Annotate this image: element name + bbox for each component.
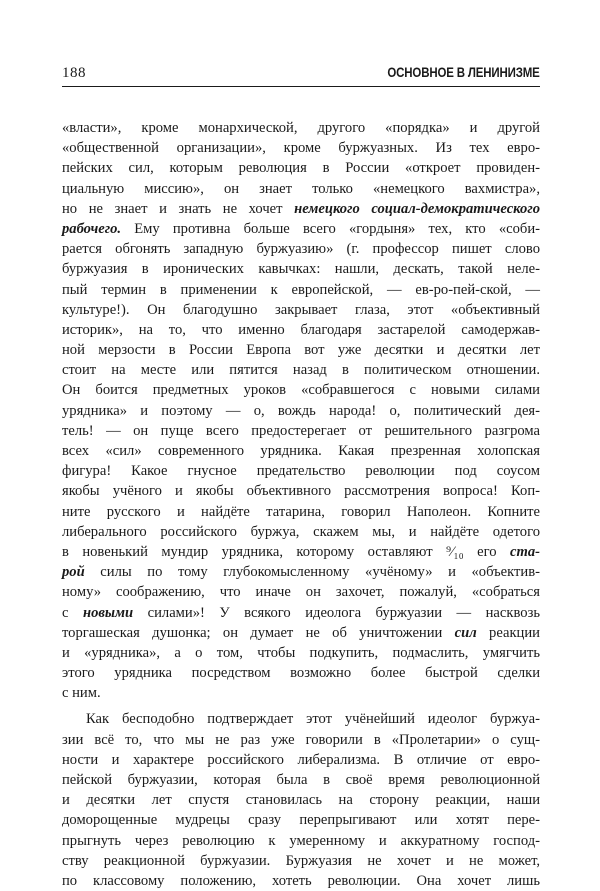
running-title: ОСНОВНОЕ В ЛЕНИНИЗМЕ (387, 64, 540, 80)
text-line (62, 603, 540, 623)
page-number: 188 (62, 65, 86, 81)
text-line (62, 138, 540, 158)
text-line (62, 542, 540, 562)
text-run: буржуазия в иронических кавычках: нашли, дескать, такой неле- (62, 261, 540, 278)
text-run: урядника» и поэтому — о, вождь народа! о, политический дея- (62, 402, 540, 419)
running-head (62, 63, 540, 85)
text-run: фигура! Какое гнусное предательство революции под соусом (62, 463, 540, 480)
text-run: и десятки лет спустя становилась на сторону реакции, наши (62, 792, 540, 809)
text-run: с (62, 604, 83, 621)
emphasis-run: рой (62, 564, 85, 581)
text-line (62, 280, 540, 300)
text-line (62, 300, 540, 320)
text-run: «общественной организации», кроме буржуазных. Из тех евро- (62, 140, 540, 157)
text-run: пейской буржуазии, которая была в своё время революционной (62, 772, 540, 788)
text-run: и «урядника», а о том, чтобы подкупить, подмаслить, умягчить (62, 644, 540, 661)
emphasis-run: рабочего. (62, 220, 122, 237)
paragraph-2 (62, 709, 540, 891)
text-line (62, 360, 540, 380)
text-line (62, 643, 540, 663)
text-line (62, 730, 540, 750)
text-line (62, 582, 540, 602)
text-run: ности и характере российского либерализма. В отличие от евро- (62, 751, 540, 768)
text-run: реакции (476, 624, 540, 641)
body-text (62, 118, 540, 891)
text-run: торгашеская душонка; он думает не об уничтожении (62, 624, 455, 641)
text-line (62, 831, 540, 851)
text-run: рается обгонять западную буржуазию» (г. профессор пишет слово (62, 241, 540, 258)
text-line (62, 871, 540, 891)
text-run: по классовому положению, хотеть революции. Она хочет лишь (62, 872, 540, 889)
text-line (62, 770, 540, 790)
text-line (62, 239, 540, 259)
text-line (62, 199, 540, 219)
text-line (62, 683, 540, 703)
text-run: ству реакционной буржуазии. Буржуазия не хочет и не может, (62, 852, 540, 869)
text-line (62, 709, 540, 729)
text-line (62, 259, 540, 279)
text-run: циальную миссию», он знает только «немецкого вахмистра», (62, 180, 540, 197)
text-line (62, 522, 540, 542)
text-run: ному» соображению, что иначе он захочет, пожалуй, «собраться (62, 584, 540, 601)
text-run: силами»! У всякого идеолога буржуазии — насквозь (133, 604, 540, 621)
emphasis-run: сил (454, 624, 477, 641)
emphasis-run: новыми (82, 604, 134, 621)
text-line (62, 562, 540, 582)
text-run: «власти», кроме монархической, другого «порядка» и другой (62, 120, 540, 136)
text-run: культуре!). Он благодушно закрывает глаза, этот «объективный (62, 301, 540, 318)
text-line (62, 441, 540, 461)
text-run: Ему противна больше всего «гордыня» тех, кто «соби- (121, 220, 540, 237)
text-run: доморощенные мудрецы сразу перепрыгивают или хотят пере- (62, 812, 540, 829)
header-rule (62, 86, 540, 87)
text-line (62, 663, 540, 683)
text-line (62, 481, 540, 501)
text-run: либерального российского буржуа, скажем мы, и найдёте одетого (62, 523, 540, 540)
text-line (62, 219, 540, 239)
text-line (62, 118, 540, 138)
text-run: ной мерзости в России Европа вот уже десятки и десятки лет (62, 342, 540, 359)
text-run: но не знает и знать не хочет (62, 200, 295, 217)
text-run: Он боится предметных уроков «собравшегося с новыми силами (62, 382, 540, 399)
text-run: ните русского и найдёте татарина, говорил Наполеон. Копните (62, 503, 540, 520)
text-run: стоит на месте или пятится назад в политическом отношении. (62, 362, 540, 379)
text-run: историк», на то, что именно благодаря застарелой самодержав- (62, 321, 540, 338)
text-run: силы по тому глубокомысленному «учёному» и «объектив- (84, 564, 540, 581)
paragraph-1 (62, 118, 540, 703)
text-run: якобы учёного и якобы объективного рассмотрения вопроса! Коп- (62, 483, 540, 500)
text-run: пый термин в применении к европейской, — ев-ро-пей-ской, — (62, 281, 540, 298)
text-run: в новенький мундир урядника, которому оставляют ⁹⁄₁₀ его (62, 543, 510, 560)
text-line (62, 790, 540, 810)
text-run: всех «сил» современного урядника. Какая презренная холопская (62, 443, 540, 459)
text-run: зии всё то, что мы не раз уже говорили в «Пролетарии» о сущ- (62, 731, 540, 748)
text-run: прыгнуть через революцию к умеренному и аккуратному господ- (62, 832, 540, 849)
text-line (62, 158, 540, 178)
text-line (62, 810, 540, 830)
text-run: Как бесподобно подтверждает этот учёнейший идеолог буржуа- (86, 711, 540, 728)
text-line (62, 750, 540, 770)
text-line (62, 340, 540, 360)
text-line (62, 851, 540, 871)
text-run: этого урядника посредством возможно более быстрой сделки (62, 665, 540, 682)
emphasis-run: немецкого социал-демократического (294, 200, 541, 217)
text-line (62, 380, 540, 400)
text-line (62, 461, 540, 481)
text-line (62, 623, 540, 643)
text-run: тель! — он пуще всего предостерегает от решительного разгрома (62, 422, 540, 439)
text-run: пейских сил, которым революция в России «откроет провиден- (62, 160, 540, 177)
text-line (62, 401, 540, 421)
text-line (62, 179, 540, 199)
text-line (62, 320, 540, 340)
text-line (62, 421, 540, 441)
emphasis-run: ста- (510, 543, 540, 560)
text-line (62, 502, 540, 522)
text-run: с ним. (62, 685, 101, 702)
